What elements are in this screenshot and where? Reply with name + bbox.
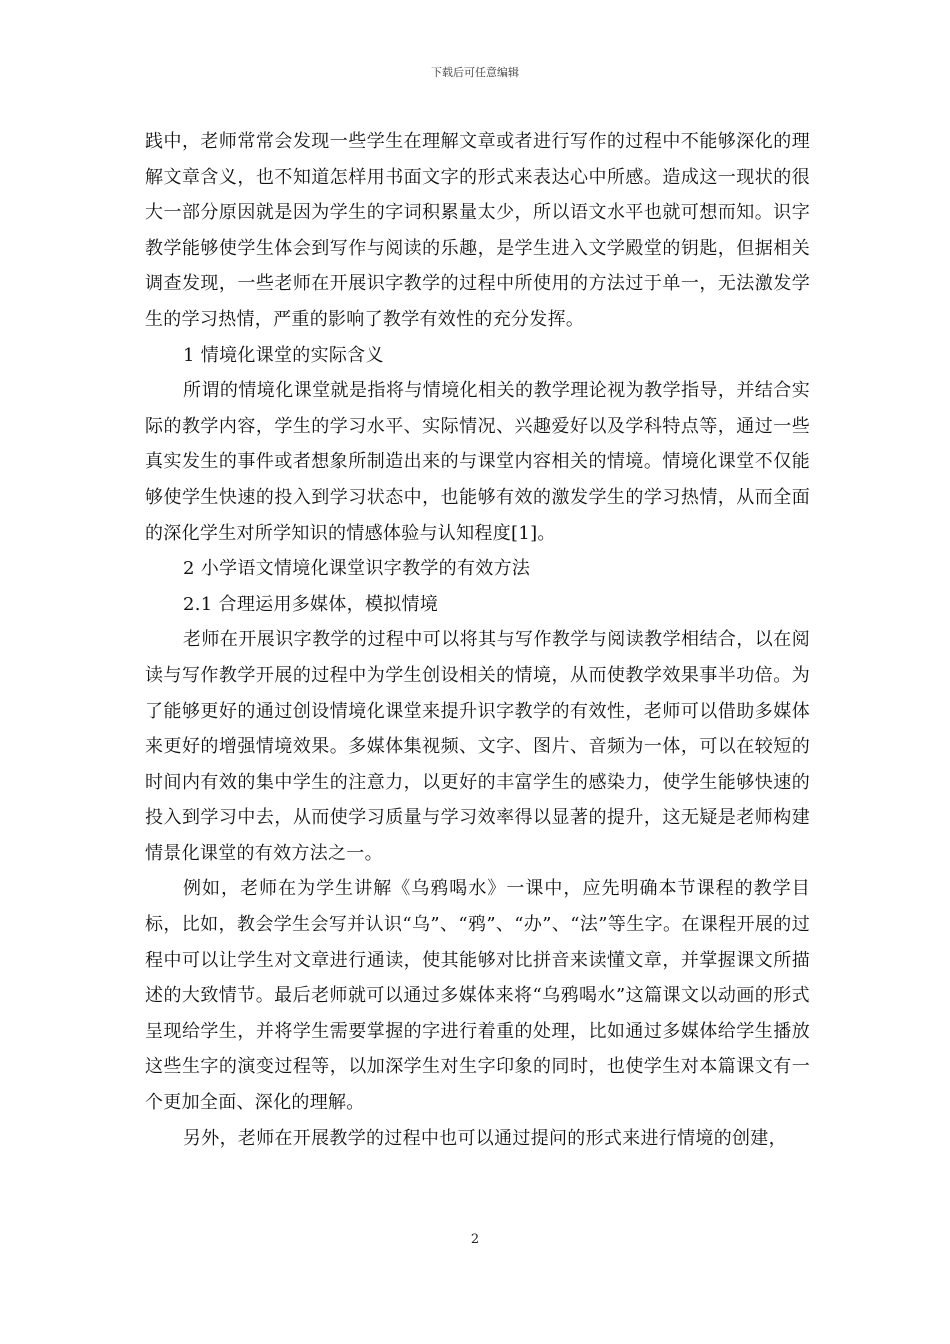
paragraph-definition: 所谓的情境化课堂就是指将与情境化相关的教学理论视为教学指导，并结合实际的教学内容，学生的学习水平、实际情况、兴趣爱好以及学科特点等，通过一些真实发生的事件或者想象所制造出来的与课堂内容相关的情境。情境化课堂不仅能够使学生快速的投入到学习状态中，也能够有效的激发学生的学习热情，从而全面的深化学生对所学知识的情感体验与认知程度[1]。	[145, 380, 810, 544]
paragraph-example: 例如，老师在为学生讲解《乌鸦喝水》一课中，应先明确本节课程的教学目标，比如，教会学生会写并认识“乌”、“鸦”、“办”、“法”等生字。在课程开展的过程中可以让学生对文章进行通读，使其能够对比拼音来读懂文章，并掌握课文所描述的大致情节。最后老师就可以通过多媒体来将“乌鸦喝水”这篇课文以动画的形式呈现给学生，并将学生需要掌握的字进行着重的处理，比如通过多媒体给学生播放这些生字的演变过程等，以加深学生对生字印象的同时，也使学生对本篇课文有一个更加全面、深化的理解。	[145, 878, 810, 1114]
page-number: 2	[470, 1232, 480, 1247]
page-header: 下载后可任意编辑	[431, 66, 519, 79]
paragraph-questioning: 另外，老师在开展教学的过程中也可以通过提问的形式来进行情境的创建，	[183, 1127, 787, 1149]
paragraph-continuation: 践中，老师常常会发现一些学生在理解文章或者进行写作的过程中不能够深化的理解文章含义，也不知道怎样用书面文字的形式来表达心中所感。造成这一现状的很大一部分原因就是因为学生的字词积累量太少，所以语文水平也就可想而知。识字教学能够使学生体会到写作与阅读的乐趣，是学生进入文学殿堂的钥匙，但据相关调查发现，一些老师在开展识字教学的过程中所使用的方法过于单一，无法激发学生的学习热情，严重的影响了教学有效性的充分发挥。	[145, 131, 810, 330]
paragraph-multimedia: 老师在开展识字教学的过程中可以将其与写作教学与阅读教学相结合，以在阅读与写作教学开展的过程中为学生创设相关的情境，从而使教学效果事半功倍。为了能够更好的通过创设情境化课堂来提升识字教学的有效性，老师可以借助多媒体来更好的增强情境效果。多媒体集视频、文字、图片、音频为一体，可以在较短的时间内有效的集中学生的注意力，以更好的丰富学生的感染力，使学生能够快速的投入到学习中去，从而使学习质量与学习效率得以显著的提升，这无疑是老师构建情景化课堂的有效方法之一。	[145, 629, 810, 864]
document-body	[145, 124, 810, 1156]
section-heading-1: 1 情境化课堂的实际含义	[183, 344, 384, 366]
subsection-heading-2-1: 2.1 合理运用多媒体，模拟情境	[183, 593, 439, 615]
section-heading-2: 2 小学语文情境化课堂识字教学的有效方法	[183, 558, 531, 580]
